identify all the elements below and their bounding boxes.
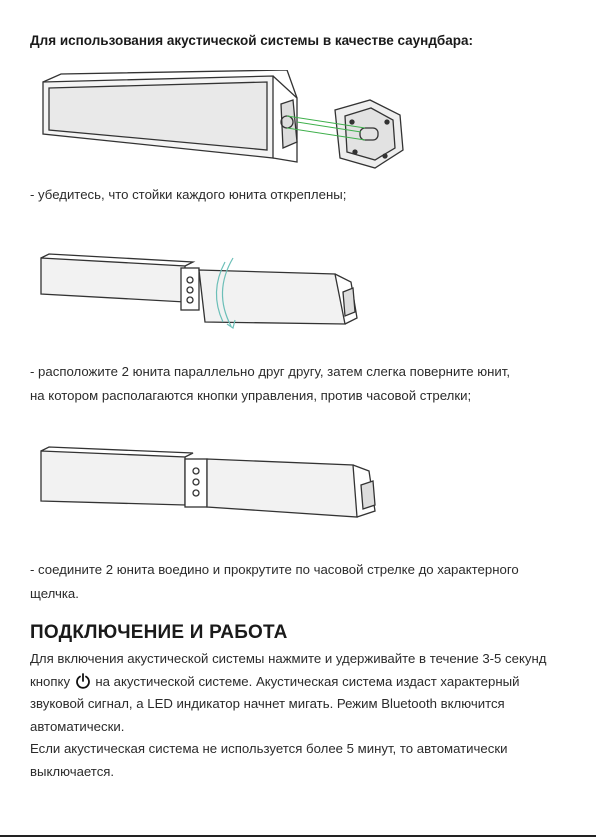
power-icon bbox=[75, 673, 91, 689]
section-title: ПОДКЛЮЧЕНИЕ И РАБОТА bbox=[30, 622, 288, 643]
paragraph-auto-off: Если акустическая система не используется более 5 минут, то автоматически выключается. bbox=[30, 741, 508, 779]
step-1-text: - убедитесь, что стойки каждого юнита откреплены; bbox=[30, 187, 347, 202]
illustration-rotate-units bbox=[35, 252, 365, 332]
step-3-text: - соедините 2 юнита воедино и прокрутите по часовой стрелке до характерного щелчка. bbox=[30, 562, 519, 601]
step-2-text: - расположите 2 юнита параллельно друг другу, затем слегка поверните юнит, на котором располагаются кнопки управления, против часовой стрелки; bbox=[30, 364, 511, 403]
page-heading: Для использования акустической системы в качестве саундбара: bbox=[30, 33, 473, 48]
illustration-detach-stand bbox=[35, 70, 415, 175]
bottom-rule bbox=[0, 835, 596, 837]
illustration-joined-soundbar bbox=[35, 445, 385, 525]
section-body bbox=[30, 648, 570, 783]
paragraph-power-on: Для включения акустической системы нажмите и удерживайте в течение 3-5 секунд кнопку на акустической системе. Акустическая система издаст характерный звуковой сигнал, а LED индикатор начнет мигать. Режим Bluetooth включится автоматически. bbox=[30, 651, 547, 734]
